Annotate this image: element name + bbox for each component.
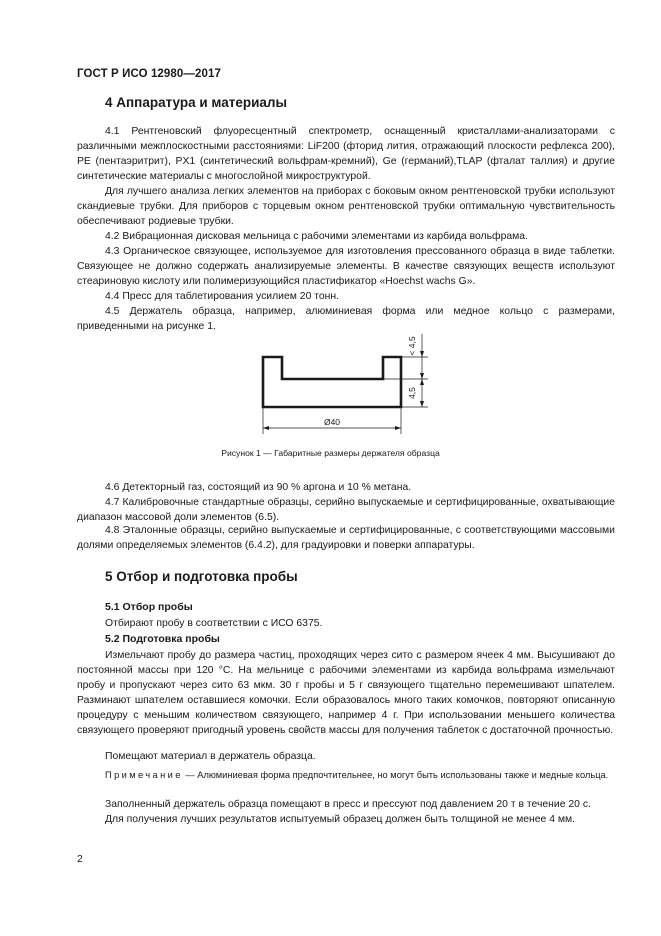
arrow-bottom [420,401,424,407]
paragraph-5-2-b: Помещают материал в держатель образца. [105,751,316,762]
holder-outline [263,357,401,407]
paragraph-4-6: 4.6 Детекторный газ, состоящий из 90 % аргона и 10 % метана. [105,482,412,493]
arrow-middle-down [420,373,424,379]
subsection-5-2-title: 5.2 Подготовка пробы [105,633,220,645]
note-label: Примечание [105,770,183,780]
document-header: ГОСТ Р ИСО 12980—2017 [77,68,222,80]
paragraph-4-8: 4.8 Эталонные образцы, серийно выпускаемые и сертифицированные, с соответствующими массовыми долями определяемых элементов (6.4.2), для градуировки и поверки аппаратуры. [77,525,615,551]
note-text: — Алюминиевая форма предпочтительнее, но могут быть использованы также и медные кольца. [182,770,609,780]
arrow-top [420,351,424,357]
section-5-title: 5 Отбор и подготовка пробы [105,569,298,584]
arrow-left [263,426,269,430]
paragraph-4-7: 4.7 Калибровочные стандартные образцы, серийно выпускаемые и сертифицированные, охватывающие диапазон массовой доли элементов (6.5). [77,497,615,523]
sample-holder-drawing [255,330,455,440]
paragraph-4-1: 4.1 Рентгеновский флуоресцентный спектрометр, оснащенный кристаллами-анализаторами с различными межплоскостными расстояниями: LiF200 (фторид лития, отражающий плоскости рефлекса 200), PE (пентаэритрит), PX1 (синтетический вольфрам-кремний), Ge (германий),TLAP (фталат таллия) и другие синтетические материалы с многослойной микроструктурой. [77,126,615,182]
dim-side-label: 4,5 [407,387,417,399]
paragraph-4-3: 4.3 Органическое связующее, используемое для изготовления прессованного образца в виде таблетки. Связующее не должно содержать анализируемые элементы. В качестве связующих веществ используют стеариновую кислоту или полимеризующийся пластификатор «Hoechst wachs G». [77,246,615,287]
dim-top-label: < 4,5 [407,336,417,356]
arrow-middle-up [420,379,424,385]
paragraph-5-2-d: Для получения лучших результатов испытуемый образец должен быть толщиной не менее 4 мм. [105,814,576,825]
arrow-right [395,426,401,430]
subsection-5-1-title: 5.1 Отбор пробы [105,601,193,613]
figure-caption: Рисунок 1 — Габаритные размеры держателя образца [221,448,440,458]
paragraph-5-2-c: Заполненный держатель образца помещают в пресс и прессуют под давлением 20 т в течение 20 с. [105,799,591,810]
paragraph-4-4: 4.4 Пресс для таблетирования усилием 20 тонн. [105,291,340,302]
paragraph-5-1: Отбирают пробу в соответствии с ИСО 6375. [105,618,323,629]
note [77,768,615,783]
dim-diameter-label: Ø40 [323,417,341,427]
paragraph-4-2: 4.2 Вибрационная дисковая мельница с рабочими элементами из карбида вольфрама. [105,231,528,242]
paragraph-4-1-cont: Для лучшего анализа легких элементов на приборах с боковым окном рентгеновской трубки используют скандиевые трубки. Для приборов с торцевым окном рентгеновской трубки оптимальную чувствительность обеспечивают родиевые трубки. [77,186,615,227]
paragraph-4-5: 4.5 Держатель образца, например, алюминиевая форма или медное кольцо с размерами, приведенными на рисунке 1. [77,306,615,332]
page-number: 2 [77,853,83,865]
paragraph-5-2-a: Измельчают пробу до размера частиц, проходящих через сито с размером ячеек 4 мм. Высушивают до постоянной массы при 120 °С. На мельнице с рабочими элементами из карбида вольфрама измельчают пробу и пропускают через сито 63 мкм. 30 г пробы и 5 г связующего тщательно перемешивают шпателем. Разминают шпателем оставшиеся комочки. Если образовалось много таких комочков, повторяют описанную процедуру с меньшим количеством связующего, например 4 г. При использовании меньшего количества связующего проверяют пригодный уровень свойств массы для получения таблеток с достаточной прочностью. [77,650,615,736]
section-4-title: 4 Аппаратура и материалы [105,95,288,110]
